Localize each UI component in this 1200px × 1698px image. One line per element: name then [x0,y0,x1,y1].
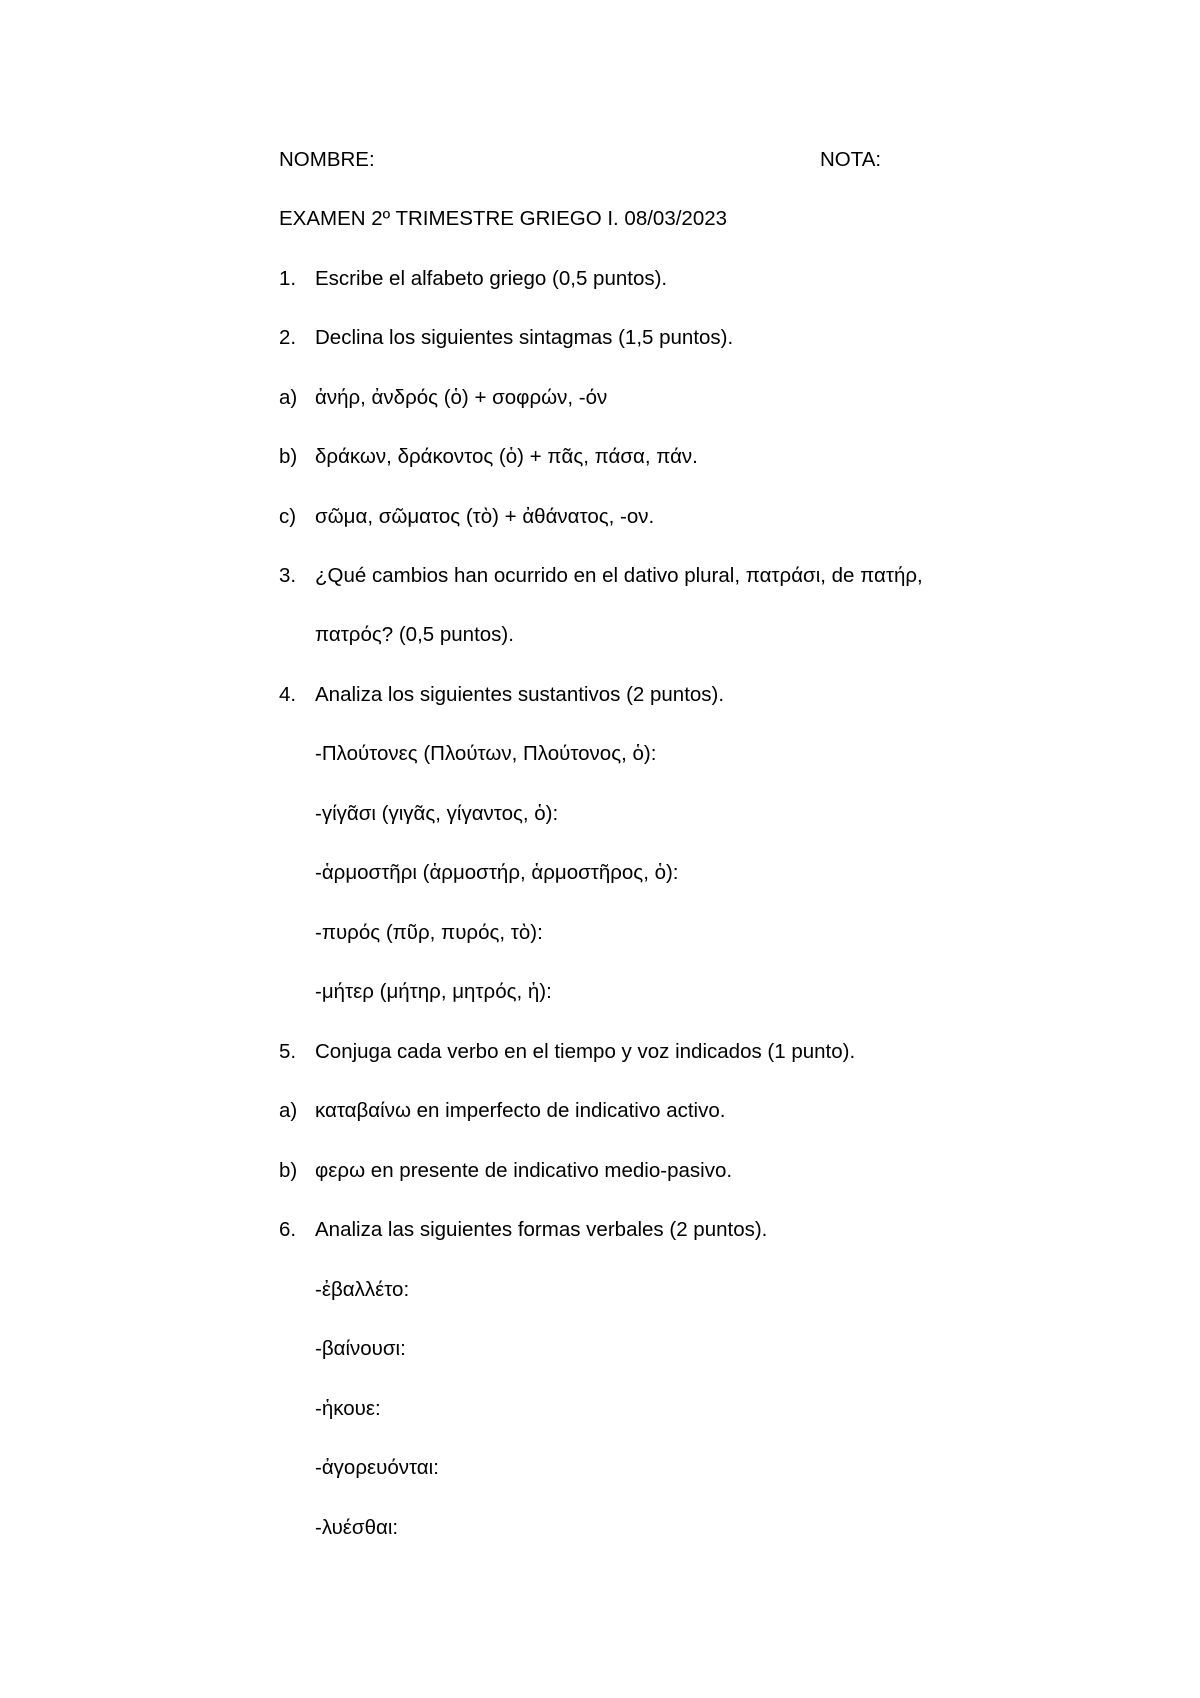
question-text: Analiza los siguientes sustantivos (2 puntos). [315,683,725,706]
item-text: -πυρός (πῦρ, πυρός, τὸ): [315,921,543,944]
grade-label: NOTA: [820,148,882,171]
item-text: σῶμα, σῶματος (τὸ) + ἀθάνατος, -ον. [315,505,655,528]
question-text: Conjuga cada verbo en el tiempo y voz indicados (1 punto). [315,1040,856,1063]
item-label: a) [279,386,298,409]
question-text: Declina los siguientes sintagmas (1,5 puntos). [315,326,734,349]
item-text: ἀνήρ, ἀνδρός (ὁ) + σοφρών, -όν [315,386,608,409]
item-text: δράκων, δράκοντος (ὁ) + πᾶς, πάσα, πάν. [315,445,698,468]
item-text: -λυέσθαι: [315,1516,399,1539]
question-number: 2. [279,326,297,349]
item-text: -Πλούτονες (Πλούτων, Πλούτονος, ὁ): [315,742,657,765]
question-number: 6. [279,1218,297,1241]
item-text: -ἁρμοστῆρι (ἁρμοστήρ, ἁρμοστῆρος, ὁ): [315,861,679,884]
item-text: -ἀγορευόνται: [315,1456,439,1479]
item-text: -μήτερ (μήτηρ, μητρός, ἡ): [315,980,552,1003]
question-number: 5. [279,1040,297,1063]
item-text: -ἐβαλλέτο: [315,1278,410,1301]
item-text: -ἡκουε: [315,1397,381,1420]
exam-title: EXAMEN 2º TRIMESTRE GRIEGO I. 08/03/2023 [279,207,728,230]
question-text: ¿Qué cambios han ocurrido en el dativo plural, πατράσι, de πατήρ, [315,564,923,587]
question-text: Escribe el alfabeto griego (0,5 puntos). [315,267,668,290]
name-label: NOMBRE: [279,148,375,171]
item-text: -γίγᾶσι (γιγᾶς, γίγαντος, ὁ): [315,802,559,825]
item-label: a) [279,1099,298,1122]
question-text: Analiza las siguientes formas verbales (2 puntos). [315,1218,768,1241]
question-number: 1. [279,267,297,290]
question-text-continued: πατρός? (0,5 puntos). [315,623,514,646]
item-text: -βαίνουσι: [315,1337,406,1360]
item-label: b) [279,445,298,468]
item-label: c) [279,505,297,528]
item-text: καταβαίνω en imperfecto de indicativo activo. [315,1099,726,1122]
question-number: 4. [279,683,297,706]
item-text: φερω en presente de indicativo medio-pasivo. [315,1159,733,1182]
question-number: 3. [279,564,297,587]
item-label: b) [279,1159,298,1182]
